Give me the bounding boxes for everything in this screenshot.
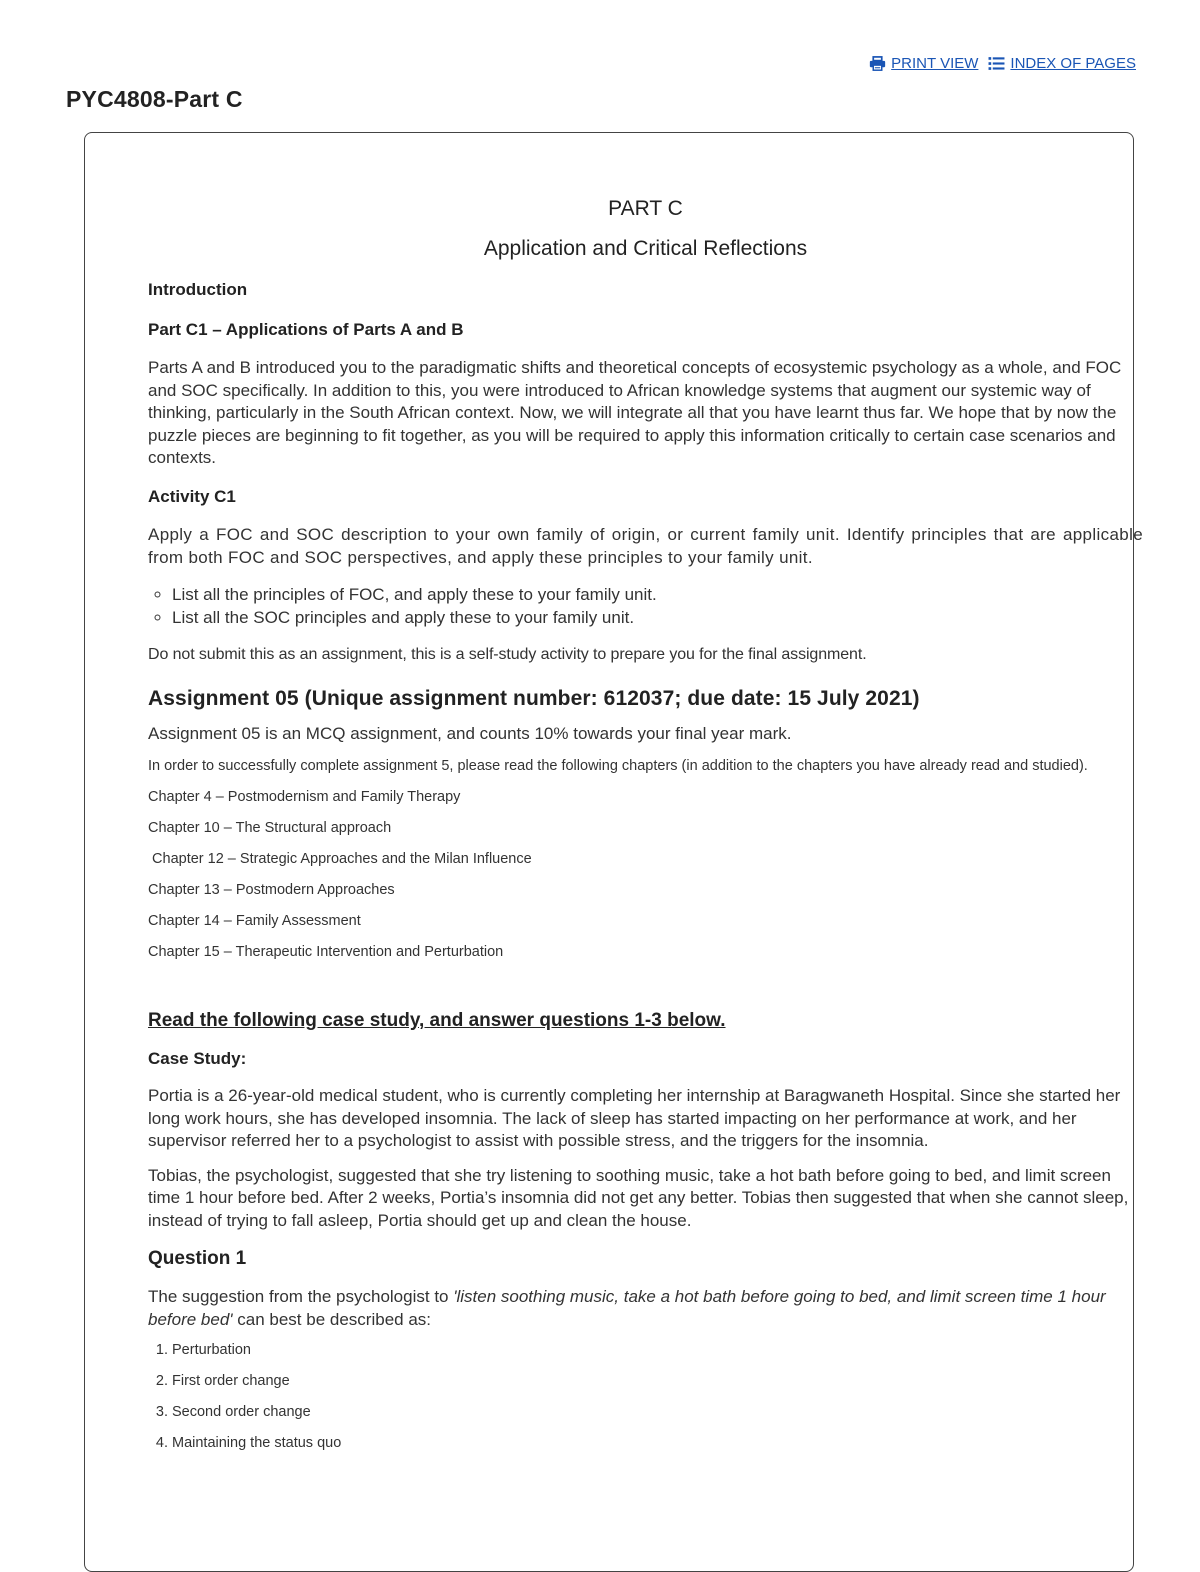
list-item: ◦ List all the SOC principles and apply these to your family unit. [172, 607, 1143, 630]
part-heading: PART C [608, 197, 683, 220]
page-title: PYC4808-Part C [66, 86, 243, 112]
chapter-item: Chapter 10 – The Structural approach [148, 820, 392, 836]
question-1-tail: can best be described as: [232, 1309, 432, 1329]
chapter-item: Chapter 14 – Family Assessment [148, 913, 361, 929]
reading-intro: In order to successfully complete assignment 5, please read the following chapters (in addition to the chapters you have already read and studied). [148, 758, 1088, 774]
print-view-label: PRINT VIEW [891, 55, 979, 72]
question-1-heading: Question 1 [148, 1248, 247, 1269]
printer-icon [869, 56, 886, 71]
activity-paragraph: Apply a FOC and SOC description to your own family of origin, or current family unit. Identify principles that are applicable from both FOC and SOC perspectives, and apply these principles to your family unit. [148, 525, 1143, 567]
chapter-item: Chapter 4 – Postmodernism and Family Therapy [148, 789, 461, 805]
part-c1-heading: Part C1 – Applications of Parts A and B [148, 319, 464, 339]
case-instruction: Read the following case study, and answer questions 1-3 below. [148, 1010, 726, 1031]
index-of-pages-link[interactable] [988, 55, 1136, 72]
list-icon [988, 56, 1005, 71]
section-heading: Application and Critical Reflections [483, 237, 808, 260]
question-1-lead: The suggestion from the psychologist to [148, 1287, 454, 1306]
option-item: 3. Second order change [172, 1403, 1143, 1421]
assignment-heading: Assignment 05 (Unique assignment number: 612037; due date: 15 July 2021) [148, 686, 920, 710]
case-paragraph-1: Portia is a 26-year-old medical student, who is currently completing her internship at Baragwaneth Hospital. Since she started her long work hours, she has developed insomnia. The lack of sleep has started impacting on her performance at work, and her supervisor referred her to a psychologist to assist with possible stress, and the triggers for the insomnia. [148, 1086, 1121, 1150]
chapter-item: Chapter 15 – Therapeutic Intervention and Perturbation [148, 944, 504, 960]
question-1-options [148, 1341, 1143, 1452]
chapter-item: Chapter 13 – Postmodern Approaches [148, 882, 395, 898]
content [148, 190, 1143, 1465]
activity-list [148, 584, 1143, 629]
option-item: 2. First order change [172, 1372, 1143, 1390]
option-item: 1. Perturbation [172, 1341, 1143, 1359]
print-view-link[interactable] [869, 55, 978, 72]
no-submit-note: Do not submit this as an assignment, this is a self-study activity to prepare you for the final assignment. [148, 646, 867, 663]
index-of-pages-label: INDEX OF PAGES [1010, 55, 1136, 72]
top-links [869, 55, 1136, 72]
case-paragraph-2: Tobias, the psychologist, suggested that she try listening to soothing music, take a hot bath before going to bed, and limit screen time 1 hour before bed. After 2 weeks, Portia’s insomnia did not get any better. Tobias then suggested that when she cannot sleep, instead of trying to fall asleep, Portia should get up and clean the house. [148, 1165, 1129, 1230]
assignment-mcq-note: Assignment 05 is an MCQ assignment, and counts 10% towards your final year mark. [148, 723, 792, 743]
activity-heading: Activity C1 [148, 486, 236, 506]
option-item: 4. Maintaining the status quo [172, 1434, 1143, 1452]
part-c1-paragraph: Parts A and B introduced you to the paradigmatic shifts and theoretical concepts of ecosystemic psychology as a whole, and FOC and SOC specifically. In addition to this, you were introduced to African knowledge systems that augment our systemic way of thinking, particularly in the South African context. Now, we will integrate all that you have learnt thus far. We hope that by now the puzzle pieces are beginning to fit together, as you will be required to apply this information critically to certain case scenarios and contexts. [148, 358, 1122, 467]
introduction-heading: Introduction [148, 280, 248, 299]
question-1-quote: 'listen soothing music, take a hot bath before going to bed, and limit screen time 1 hour before bed' [148, 1287, 1106, 1329]
list-item: ◦ List all the principles of FOC, and apply these to your family unit. [172, 584, 1143, 607]
case-study-label: Case Study: [148, 1048, 247, 1068]
question-1-text [148, 1286, 1143, 1331]
chapter-item: Chapter 12 – Strategic Approaches and the Milan Influence [148, 851, 532, 867]
